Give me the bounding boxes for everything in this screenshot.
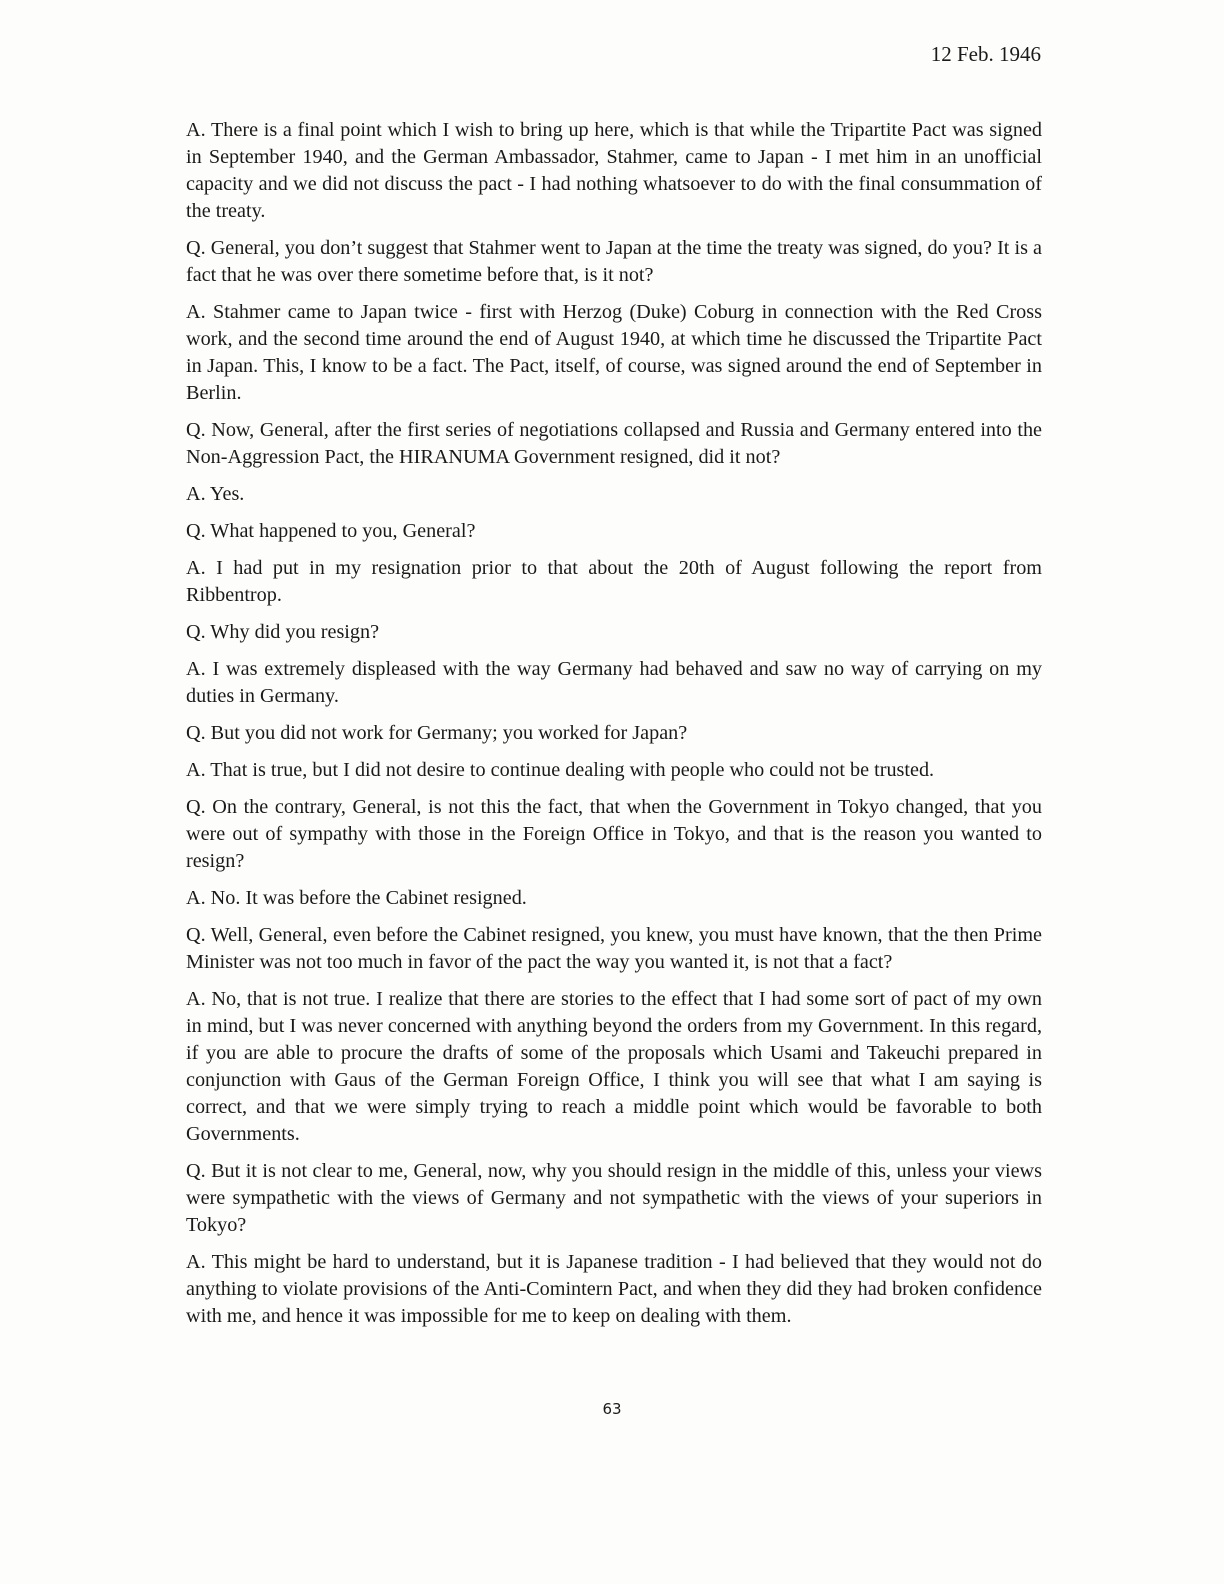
question-paragraph: Q. But it is not clear to me, General, now, why you should resign in the middle of this, unless your views were sympathetic with the views of Germany and not sympathetic with the views of your superiors in Tokyo? [186, 1160, 1042, 1236]
answer-paragraph: A. No, that is not true. I realize that there are stories to the effect that I had some sort of pact of my own in mind, but I was never concerned with anything beyond the orders from my Government. In this regard, if you are able to procure the drafts of some of the proposals which Usami and Takeuchi prepared in conjunction with Gaus of the German Foreign Office, I think you will see that what I am saying is correct, and that we were simply trying to reach a middle point which would be favorable to both Governments. [186, 988, 1042, 1145]
page-number: 63 [602, 1400, 622, 1418]
answer-paragraph: A. I was extremely displeased with the way Germany had behaved and saw no way of carrying on my duties in Germany. [186, 658, 1042, 707]
answer-paragraph: A. That is true, but I did not desire to continue dealing with people who could not be trusted. [186, 759, 935, 781]
page-date: 12 Feb. 1946 [930, 42, 1041, 66]
transcript-body [186, 117, 1042, 1340]
question-paragraph: Q. But you did not work for Germany; you worked for Japan? [186, 722, 688, 744]
answer-paragraph: A. I had put in my resignation prior to that about the 20th of August following the report from Ribbentrop. [186, 557, 1042, 606]
question-paragraph: Q. On the contrary, General, is not this the fact, that when the Government in Tokyo changed, that you were out of sympathy with those in the Foreign Office in Tokyo, and that is the reason you wanted to resign? [186, 796, 1042, 872]
answer-paragraph: A. No. It was before the Cabinet resigned. [186, 887, 527, 909]
question-paragraph: Q. General, you don’t suggest that Stahmer went to Japan at the time the treaty was signed, do you? It is a fact that he was over there sometime before that, is it not? [186, 237, 1042, 286]
answer-paragraph: A. There is a final point which I wish to bring up here, which is that while the Tripartite Pact was signed in September 1940, and the German Ambassador, Stahmer, came to Japan - I met him in an unofficial capacity and we did not discuss the pact - I had nothing whatsoever to do with the final consummation of the treaty. [186, 119, 1042, 222]
answer-paragraph: A. Stahmer came to Japan twice - first with Herzog (Duke) Coburg in connection with the Red Cross work, and the second time around the end of August 1940, at which time he discussed the Tripartite Pact in Japan. This, I know to be a fact. The Pact, itself, of course, was signed around the end of September in Berlin. [186, 301, 1042, 404]
answer-paragraph: A. Yes. [186, 483, 245, 505]
question-paragraph: Q. Now, General, after the first series of negotiations collapsed and Russia and Germany entered into the Non-Aggression Pact, the HIRANUMA Government resigned, did it not? [186, 419, 1042, 468]
answer-paragraph: A. This might be hard to understand, but it is Japanese tradition - I had believed that they would not do anything to violate provisions of the Anti-Comintern Pact, and when they did they had broken confidence with me, and hence it was impossible for me to keep on dealing with them. [186, 1251, 1042, 1327]
question-paragraph: Q. Well, General, even before the Cabinet resigned, you knew, you must have known, that the then Prime Minister was not too much in favor of the pact the way you wanted it, is not that a fact? [186, 924, 1042, 973]
question-paragraph: Q. Why did you resign? [186, 621, 380, 643]
question-paragraph: Q. What happened to you, General? [186, 520, 476, 542]
